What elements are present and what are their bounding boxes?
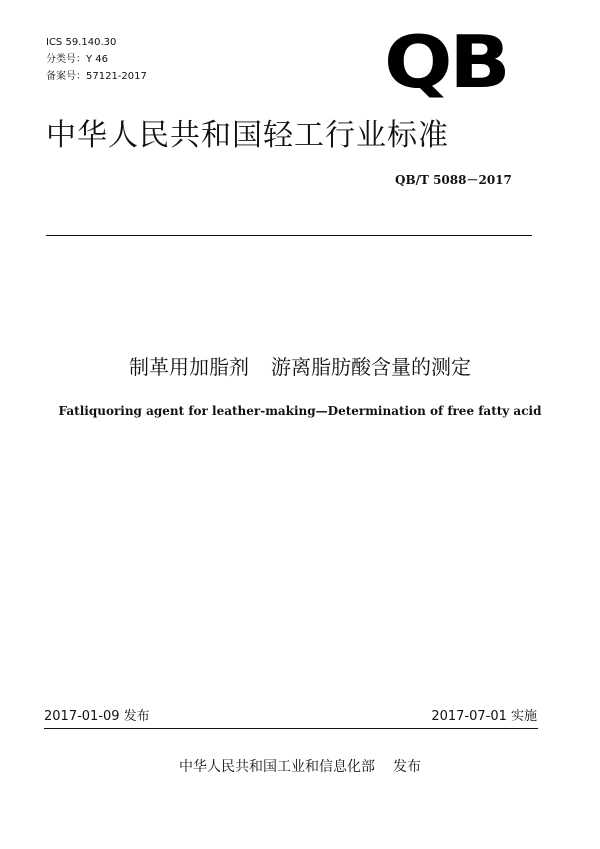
publisher-action: 发布 [393, 759, 421, 775]
publisher [0, 758, 600, 776]
classification-number: 分类号：Y 46 [46, 54, 109, 65]
qb-logo: QB [384, 20, 508, 104]
bottom-divider [44, 728, 538, 729]
publisher-name: 中华人民共和国工业和信息化部 [179, 759, 375, 775]
ics-code: ICS 59.140.30 [46, 37, 117, 48]
record-number: 备案号：57121-2017 [46, 71, 147, 82]
top-divider [46, 235, 532, 236]
issue-date: 2017-01-09 发布 [44, 709, 150, 724]
document-title-cn [0, 354, 600, 380]
implementation-date: 2017-07-01 实施 [431, 709, 537, 724]
title-cn-part1: 制革用加脂剂 [129, 355, 249, 379]
org-title: 中华人民共和国轻工行业标准 [46, 118, 449, 153]
title-cn-part2: 游离脂肪酸含量的测定 [271, 355, 471, 379]
standard-number: QB/T 5088－2017 [395, 173, 512, 187]
document-title-en: Fatliquoring agent for leather-making—Determination of free fatty acid [58, 404, 542, 418]
